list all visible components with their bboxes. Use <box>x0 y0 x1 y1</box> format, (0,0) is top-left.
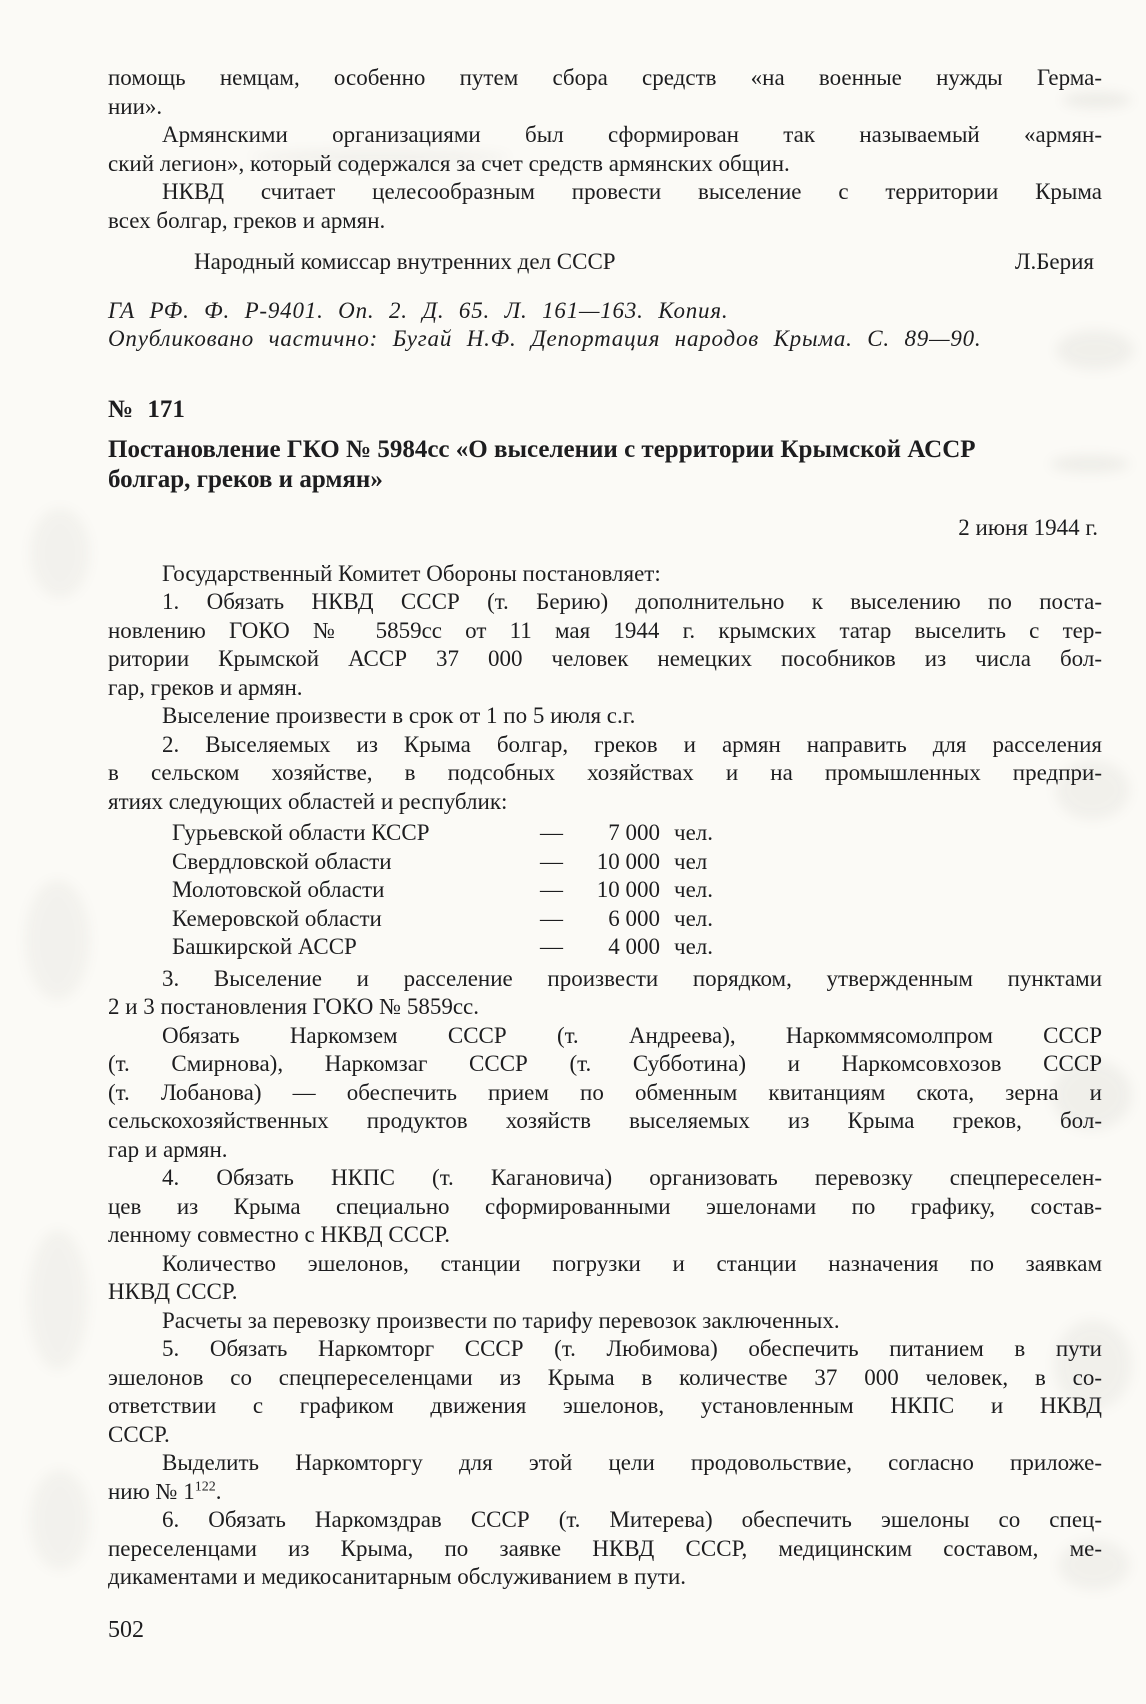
document-title <box>108 435 1102 495</box>
scan-smudge <box>25 880 90 1000</box>
document-title-line: Постановление ГКО № 5984сс «О выселении с территории Крымской АССР <box>108 436 976 463</box>
archive-reference: ГА РФ. Ф. Р-9401. Оп. 2. Д. 65. Л. 161—163. Копия. <box>108 297 729 323</box>
allocation-amount: 10 000 <box>596 848 660 874</box>
dash-separator: — <box>540 848 563 874</box>
paragraph-line: помощь немцам, особенно путем сбора средств «на военные нужды Герма- <box>108 65 1102 90</box>
allocation-unit: чел <box>674 848 708 874</box>
allocation-unit: чел. <box>674 905 714 931</box>
scan-smudge <box>30 1470 90 1570</box>
source-block <box>108 297 1102 354</box>
document-title-line: болгар, греков и армян» <box>108 466 383 493</box>
paragraph-line: нии». <box>108 93 163 119</box>
dash-separator: — <box>540 877 563 902</box>
allocation-row <box>108 933 1102 962</box>
paragraph-line: НКВД считает целесообразным провести выселение с территории Крыма <box>162 179 1102 204</box>
paragraph-line: всех болгар, греков и армян. <box>108 207 386 233</box>
paragraph-line: Количество эшелонов, станции погрузки и станции назначения по заявкам <box>162 1250 1102 1276</box>
paragraph-line: ятиях следующих областей и республик: <box>108 788 508 814</box>
signature-name: Л.Берия <box>1014 249 1094 274</box>
page-number: 502 <box>108 1616 144 1643</box>
dash-separator: — <box>540 934 563 959</box>
paragraph-line: 3. Выселение и расселение произвести порядком, утвержденным пунктами <box>162 965 1102 991</box>
allocation-region: Свердловской области <box>172 848 392 874</box>
paragraph-line: ритории Крымской АССР 37 000 человек немецких пособников из числа бол- <box>108 646 1102 671</box>
paragraph-line: СССР. <box>108 1421 170 1447</box>
allocation-amount: 7 000 <box>608 820 660 845</box>
paragraph-line: дикаментами и медикосанитарным обслуживанием в пути. <box>108 1564 687 1589</box>
scan-smudge <box>30 508 90 598</box>
allocation-row <box>108 876 1102 905</box>
paragraph-line: сельскохозяйственных продуктов хозяйств выселяемых из Крыма греков, бол- <box>108 1108 1102 1133</box>
paragraph-line: (т. Смирнова), Наркомзаг СССР (т. Субботина) и Наркомсовхозов СССР <box>108 1051 1102 1076</box>
allocation-unit: чел. <box>674 820 714 845</box>
paragraph-text: . <box>215 1478 222 1504</box>
paragraph-line: Армянскими организациями был сформирован так называемый «армян- <box>162 122 1102 147</box>
paragraph-line: 6. Обязать Наркомздрав СССР (т. Митерева) обеспечить эшелоны со спец- <box>162 1507 1102 1532</box>
paragraph-line: в сельском хозяйстве, в подсобных хозяйствах и на промышленных предпри- <box>108 760 1102 785</box>
paragraph-line: гар и армян. <box>108 1136 228 1162</box>
allocation-row <box>108 848 1102 877</box>
allocation-region: Молотовской области <box>172 877 385 902</box>
page-body <box>108 64 1102 1644</box>
paragraph-line: 1. Обязать НКВД СССР (т. Берию) дополнительно к выселению по поста- <box>162 589 1102 614</box>
dash-separator: — <box>540 905 563 931</box>
document-date: 2 июня 1944 г. <box>958 515 1098 540</box>
paragraph-line: переселенцами из Крыма, по заявке НКВД СССР, медицинским составом, ме- <box>108 1535 1102 1561</box>
paragraph-line: Расчеты за перевозку произвести по тарифу перевозок заключенных. <box>162 1307 840 1333</box>
paragraph-line: 5. Обязать Наркомторг СССР (т. Любимова) обеспечить питанием в пути <box>162 1336 1102 1361</box>
allocation-amount: 6 000 <box>608 905 660 931</box>
paragraph-line: НКВД СССР. <box>108 1279 238 1304</box>
allocation-amount: 10 000 <box>596 877 660 902</box>
publication-reference: Опубликовано частично: Бугай Н.Ф. Депортация народов Крыма. С. 89—90. <box>108 326 982 351</box>
paragraph-line: Выселение произвести в срок от 1 по 5 июля с.г. <box>162 703 636 728</box>
paragraph-line: (т. Лобанова) — обеспечить прием по обменным квитанциям скота, зерна и <box>108 1079 1102 1105</box>
document-number: № 171 <box>108 395 185 423</box>
allocation-table <box>108 819 1102 962</box>
paragraph-line: цев из Крыма специально сформированными эшелонами по графику, состав- <box>108 1193 1102 1219</box>
paragraph-line: 2. Выселяемых из Крыма болгар, греков и армян направить для расселения <box>162 731 1102 757</box>
paragraph-line: 2 и 3 постановления ГОКО № 5859сс. <box>108 994 480 1019</box>
allocation-region: Башкирской АССР <box>172 934 357 959</box>
allocation-row <box>108 905 1102 934</box>
paragraph-line: гар, греков и армян. <box>108 674 303 700</box>
signature-row <box>108 248 1102 277</box>
allocation-row <box>108 819 1102 848</box>
paragraph-text: нию № 1 <box>108 1478 195 1504</box>
allocation-unit: чел. <box>674 877 714 902</box>
paragraph-line: ответствии с графиком движения эшелонов, установленным НКПС и НКВД <box>108 1393 1102 1418</box>
paragraph-line: ленному совместно с НКВД СССР. <box>108 1222 451 1247</box>
allocation-region: Кемеровской области <box>172 905 382 931</box>
resolution-opening: Государственный Комитет Обороны постановляет: <box>162 560 661 586</box>
paragraph-line: Обязать Наркомзем СССР (т. Андреева), Наркоммясомолпром СССР <box>162 1022 1102 1048</box>
paragraph-line: 4. Обязать НКПС (т. Кагановича) организовать перевозку спецпереселен- <box>162 1165 1102 1190</box>
footnote-marker: 122 <box>194 1478 216 1494</box>
allocation-unit: чел. <box>674 934 714 959</box>
allocation-amount: 4 000 <box>608 934 660 959</box>
scan-smudge <box>28 1230 88 1370</box>
paragraph-line: ский легион», который содержался за счет средств армянских общин. <box>108 150 790 176</box>
allocation-region: Гурьевской области КССР <box>172 820 430 845</box>
paragraph-line-with-footnote <box>108 1478 1102 1507</box>
dash-separator: — <box>540 820 563 845</box>
paragraph-line: новлению ГОКО № 5859сс от 11 мая 1944 г. крымских татар выселить с тер- <box>108 617 1102 643</box>
paragraph-line: Выделить Наркомторгу для этой цели продовольствие, согласно приложе- <box>162 1450 1102 1475</box>
paragraph-line: эшелонов со спецпереселенцами из Крыма в количестве 37 000 человек, в со- <box>108 1364 1102 1390</box>
signature-role: Народный комиссар внутренних дел СССР <box>194 249 616 274</box>
